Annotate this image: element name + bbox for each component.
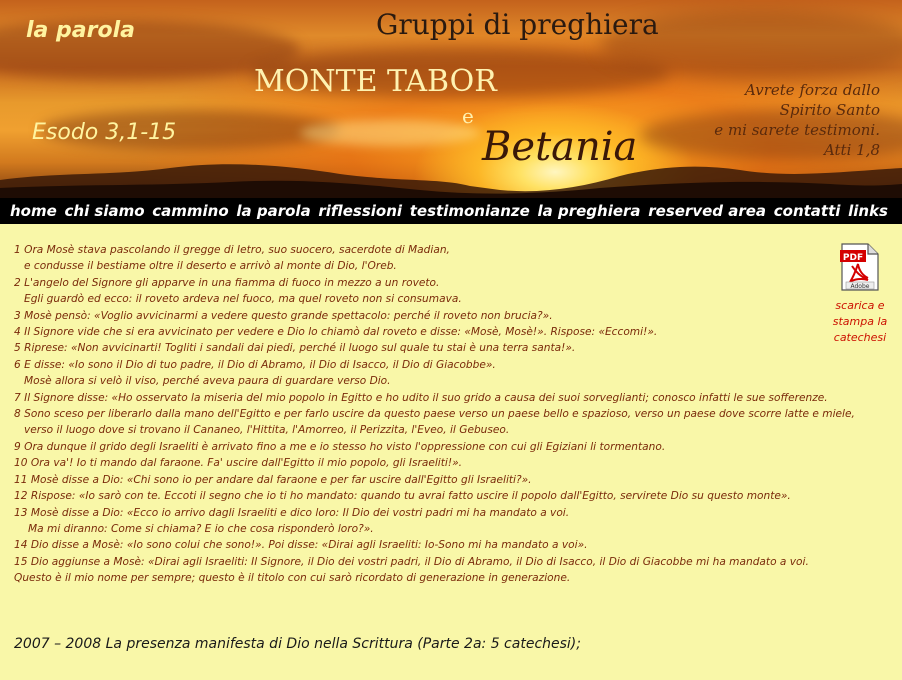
nav-chi-siamo[interactable]: chi siamo <box>64 202 145 220</box>
nav-la-preghiera[interactable]: la preghiera <box>537 202 641 220</box>
nav-la-parola[interactable]: la parola <box>236 202 311 220</box>
verse-line: 10 Ora va'! Io ti mando dal faraone. Fa' uscire dall'Egitto il mio popolo, gli Israeliti!». <box>14 457 462 470</box>
banner-quote <box>714 80 880 160</box>
pdf-caption-line: catechesi <box>833 331 887 344</box>
verse-line: 6 E disse: «Io sono il Dio di tuo padre, il Dio di Abramo, il Dio di Isacco, il Dio di Giacobbe». <box>14 358 496 371</box>
verse-line: 5 Riprese: «Non avvicinarti! Togliti i sandali dai piedi, perché il luogo sul quale tu stai è una terra santa!». <box>14 342 576 355</box>
nav-cammino[interactable]: cammino <box>152 202 229 220</box>
brand-label: la parola <box>26 18 135 43</box>
verse-line: 12 Rispose: «Io sarò con te. Eccoti il segno che io ti ho mandato: quando tu avrai fatto uscire il popolo dall'Egitto, servirete Dio su questo monte». <box>14 490 791 503</box>
quote-line: Spirito Santo <box>779 101 880 119</box>
quote-line: Avrete forza dallo <box>745 81 880 99</box>
cloud <box>300 120 480 146</box>
pdf-icon[interactable] <box>838 242 882 292</box>
nav-testimonianze[interactable]: testimonianze <box>409 202 530 220</box>
series-note: 2007 – 2008 La presenza manifesta di Dio nella Scrittura (Parte 2a: 5 catechesi); <box>14 636 581 652</box>
main-nav <box>0 198 902 224</box>
pdf-icon-label: PDF <box>842 253 864 263</box>
pdf-caption-line: stampa la <box>832 315 888 328</box>
nav-reserved-area[interactable]: reserved area <box>648 202 767 220</box>
verse-line: Questo è il mio nome per sempre; questo è il titolo con cui sarò ricordato di generazione in generazione. <box>14 572 571 585</box>
verse-line: 14 Dio disse a Mosè: «Io sono colui che sono!». Poi disse: «Dirai agli Israeliti: Io-Sono mi ha mandato a voi». <box>14 539 588 552</box>
verse-line: Egli guardò ed ecco: il roveto ardeva nel fuoco, ma quel roveto non si consumava. <box>24 293 462 306</box>
verse-line: 3 Mosè pensò: «Voglio avvicinarmi a vedere questo grande spettacolo: perché il roveto non brucia?». <box>14 309 553 322</box>
verse-line: e condusse il bestiame oltre il deserto e arrivò al monte di Dio, l'Oreb. <box>24 260 397 273</box>
header-banner <box>0 0 902 198</box>
nav-links[interactable]: links <box>848 202 888 220</box>
pdf-caption[interactable] <box>826 298 894 346</box>
verse-line: verso il luogo dove si trovano il Cananeo, l'Hittita, l'Amorreo, il Perizzita, l'Eveo, il Gebuseo. <box>24 424 510 437</box>
verse-line: 2 L'angelo del Signore gli apparve in una fiamma di fuoco in mezzo a un roveto. <box>14 276 440 289</box>
pdf-download[interactable] <box>826 242 894 346</box>
verse-line: 7 Il Signore disse: «Ho osservato la miseria del mio popolo in Egitto e ho udito il suo grido a causa dei suoi sorveglianti; conosco infatti le sue sofferenze. <box>14 391 828 404</box>
verse-line: 8 Sono sceso per liberarlo dalla mano dell'Egitto e per farlo uscire da questo paese verso un paese bello e spazioso, verso un paese dove scorre latte e miele, <box>14 408 855 421</box>
quote-line: Atti 1,8 <box>823 141 880 159</box>
verse-line: 9 Ora dunque il grido degli Israeliti è arrivato fino a me e io stesso ho visto l'oppressione con cui gli Egiziani li tormentano. <box>14 440 666 453</box>
group-title: Gruppi di preghiera <box>376 8 659 41</box>
verse-line: 15 Dio aggiunse a Mosè: «Dirai agli Israeliti: Il Signore, il Dio dei vostri padri, il Dio di Abramo, il Dio di Isacco, il Dio di Giacobbe mi ha mandato a voi. <box>14 555 809 568</box>
main-title: MONTE TABOR <box>254 64 497 99</box>
nav-contatti[interactable]: contatti <box>773 202 841 220</box>
quote-line: e mi sarete testimoni. <box>714 121 880 139</box>
reading-reference: Esodo 3,1-15 <box>32 120 177 145</box>
sub-title: Betania <box>482 124 638 170</box>
verse-line: 4 Il Signore vide che si era avvicinato per vedere e Dio lo chiamò dal roveto e disse: «Mosè, Mosè!». Rispose: «Eccomi!». <box>14 326 658 339</box>
nav-riflessioni[interactable]: riflessioni <box>318 202 403 220</box>
content-panel <box>0 224 902 680</box>
pdf-icon-brand: Adobe <box>850 283 870 290</box>
verse-line: 11 Mosè disse a Dio: «Chi sono io per andare dal faraone e per far uscire dall'Egitto gli Israeliti?». <box>14 473 532 486</box>
verse-line: 1 Ora Mosè stava pascolando il gregge di Ietro, suo suocero, sacerdote di Madian, <box>14 244 450 256</box>
title-conjunction: e <box>462 104 474 128</box>
nav-home[interactable]: home <box>10 202 57 220</box>
verse-line: 13 Mosè disse a Dio: «Ecco io arrivo dagli Israeliti e dico loro: Il Dio dei vostri padri mi ha mandato a voi. <box>14 506 570 519</box>
verse-line: Mosè allora si velò il viso, perché aveva paura di guardare verso Dio. <box>24 375 391 388</box>
verse-line: Ma mi diranno: Come si chiama? E io che cosa risponderò loro?». <box>28 522 374 535</box>
pdf-caption-line: scarica e <box>835 299 885 312</box>
